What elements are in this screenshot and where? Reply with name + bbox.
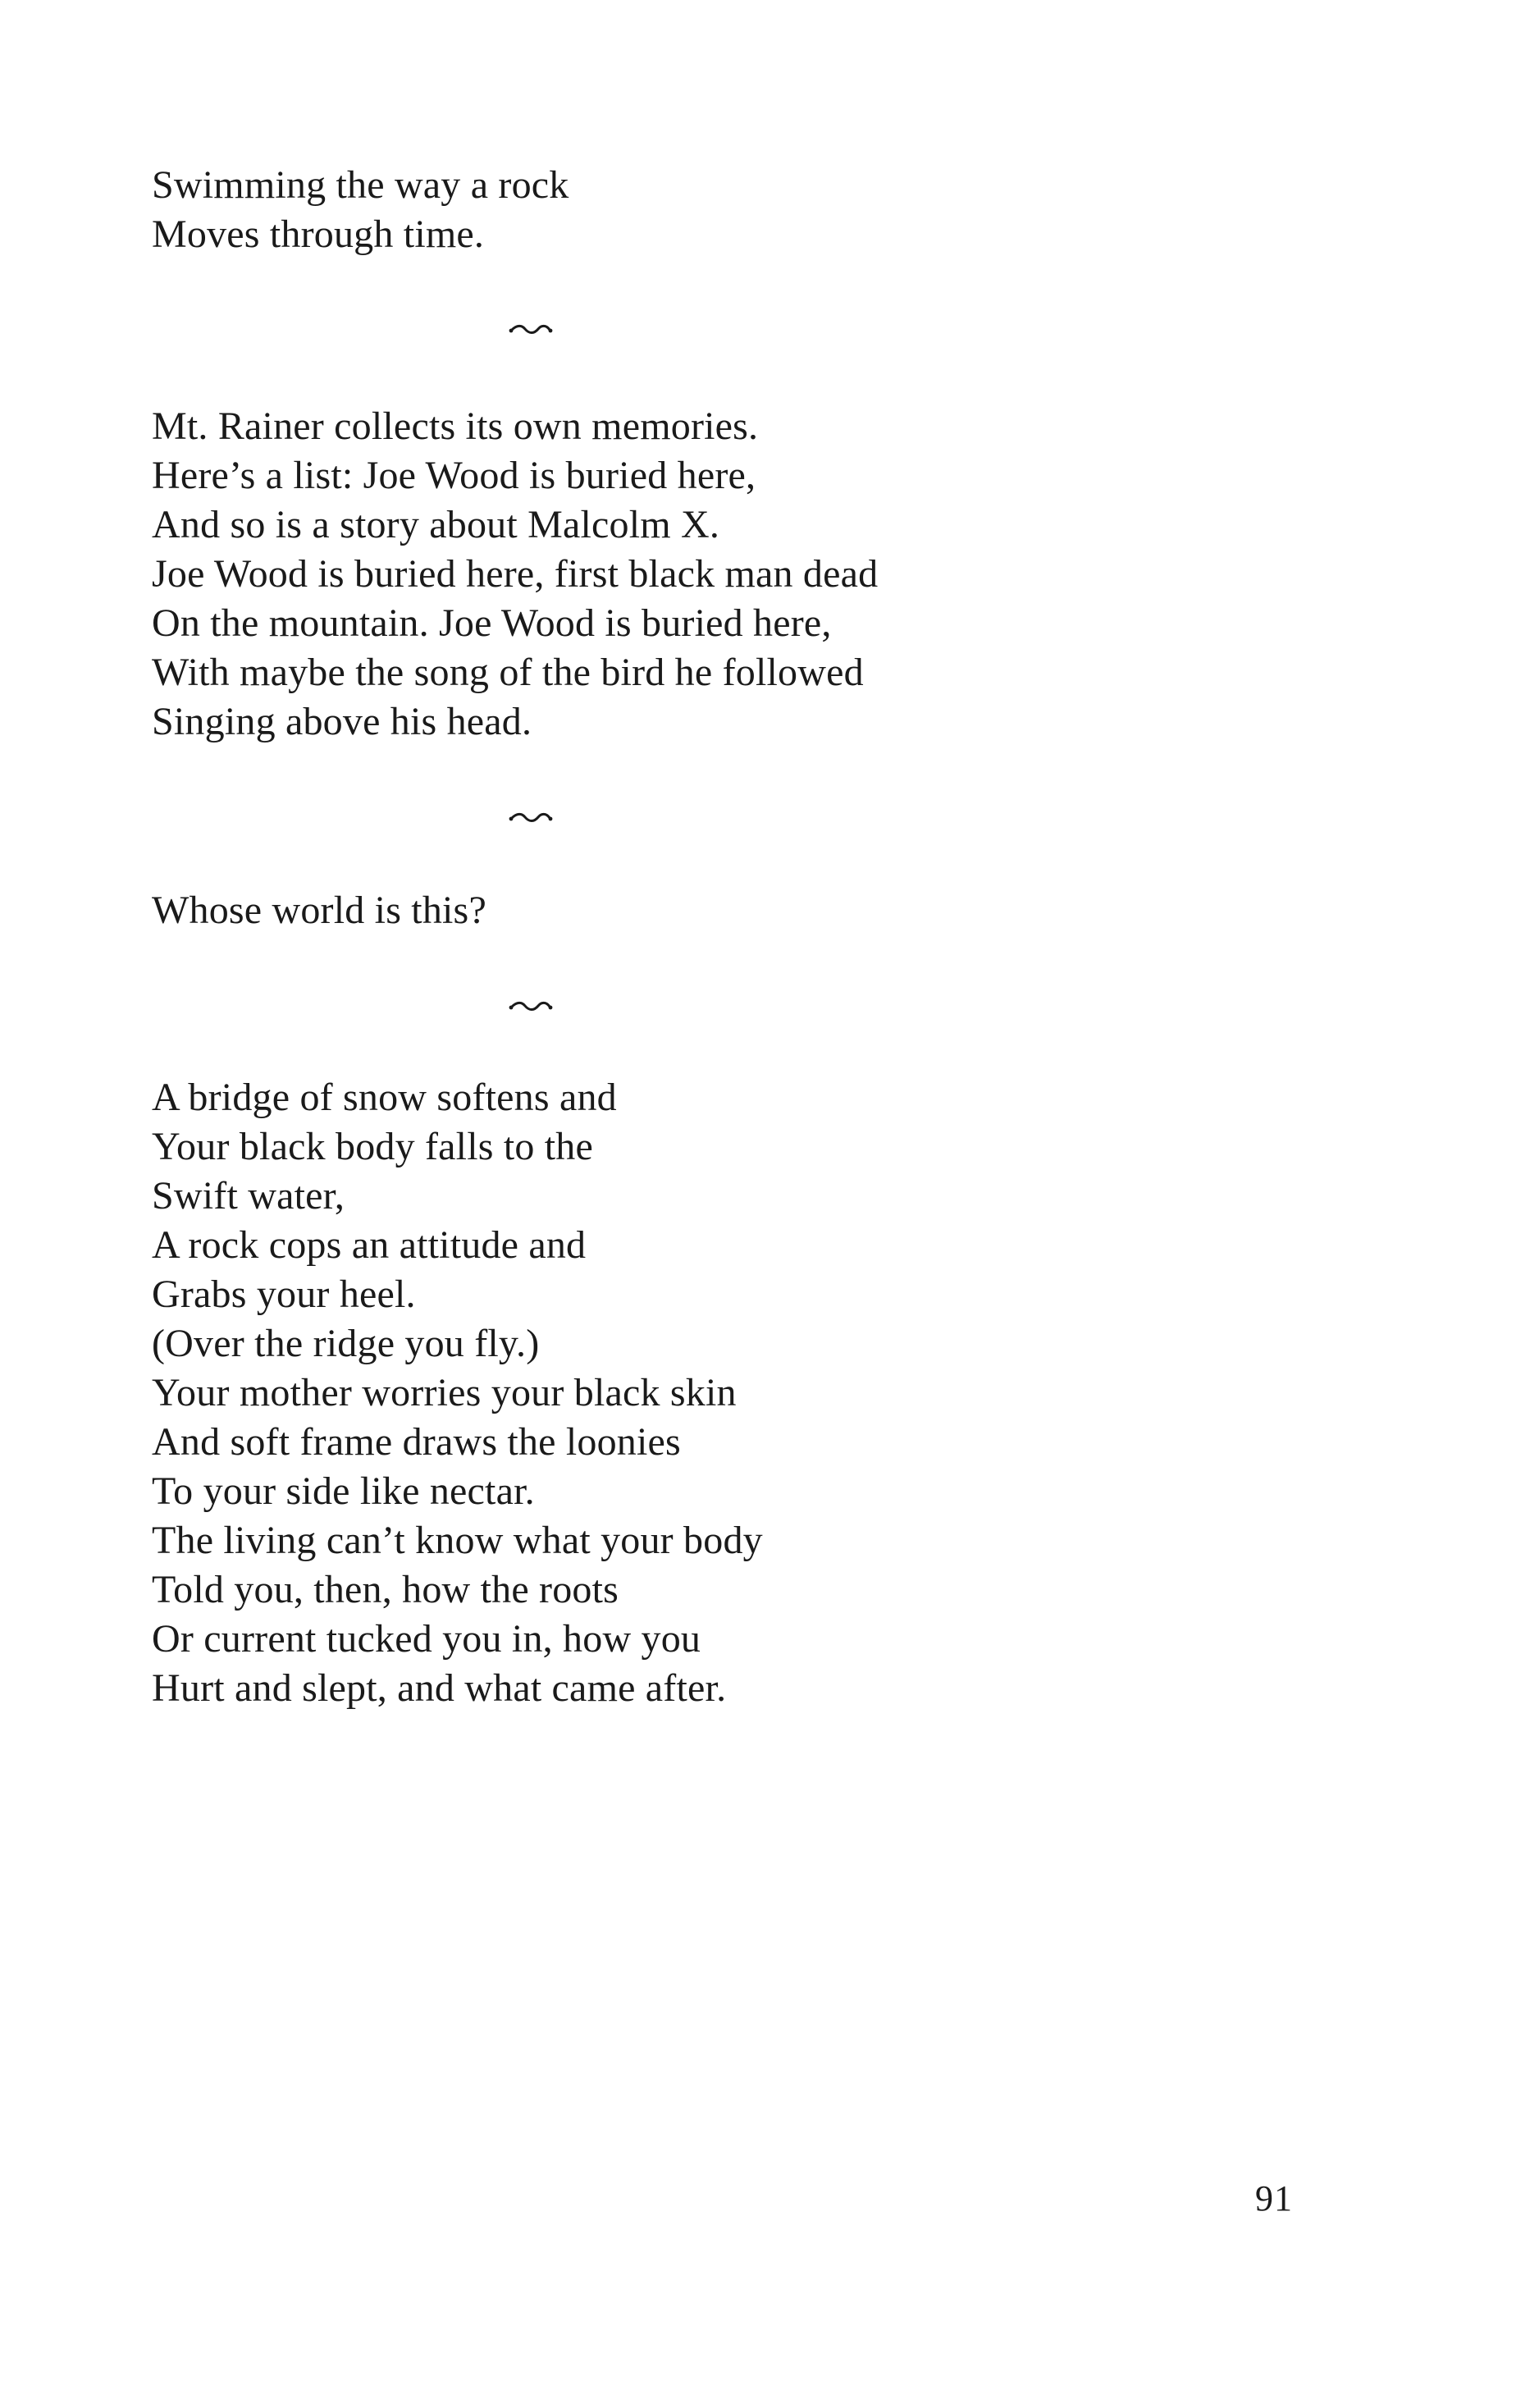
section-break-ornament-icon: [509, 810, 553, 828]
page-number: 91: [1255, 2178, 1293, 2218]
poem-line: Singing above his head.: [152, 700, 532, 743]
poem-line: Moves through time.: [152, 212, 485, 256]
stanza-2: [152, 402, 878, 747]
poem-line: With maybe the song of the bird he followed: [152, 651, 864, 694]
section-break-ornament-icon: [509, 998, 553, 1017]
poem-line: Swift water,: [152, 1174, 345, 1218]
poem-line: On the mountain. Joe Wood is buried here,: [152, 601, 832, 645]
poem-line: (Over the ridge you fly.): [152, 1322, 540, 1365]
poem-line: The living can’t know what your body: [152, 1519, 763, 1562]
stanza-3: [152, 886, 486, 935]
poem-line: Mt. Rainer collects its own memories.: [152, 404, 759, 448]
poem-line: Your mother worries your black skin: [152, 1371, 737, 1414]
section-break-ornament-icon: [509, 322, 553, 340]
poem-line: Grabs your heel.: [152, 1273, 416, 1316]
poem-line: Your black body falls to the: [152, 1125, 594, 1168]
stanza-4: [152, 1073, 763, 1713]
poem-line: And so is a story about Malcolm X.: [152, 503, 720, 546]
poem-line: And soft frame draws the loonies: [152, 1420, 681, 1464]
poem-line: Whose world is this?: [152, 889, 486, 932]
stanza-1: [152, 161, 569, 259]
poem-line: Hurt and slept, and what came after.: [152, 1666, 727, 1710]
poem-line: A bridge of snow softens and: [152, 1076, 617, 1119]
poem-line: To your side like nectar.: [152, 1469, 535, 1513]
poem-line: Swimming the way a rock: [152, 163, 569, 207]
poem-line: Here’s a list: Joe Wood is buried here,: [152, 454, 756, 497]
poem-line: Or current tucked you in, how you: [152, 1617, 701, 1661]
poem-line: A rock cops an attitude and: [152, 1223, 587, 1267]
poem-line: Told you, then, how the roots: [152, 1568, 619, 1611]
poem-line: Joe Wood is buried here, first black man dead: [152, 552, 879, 596]
